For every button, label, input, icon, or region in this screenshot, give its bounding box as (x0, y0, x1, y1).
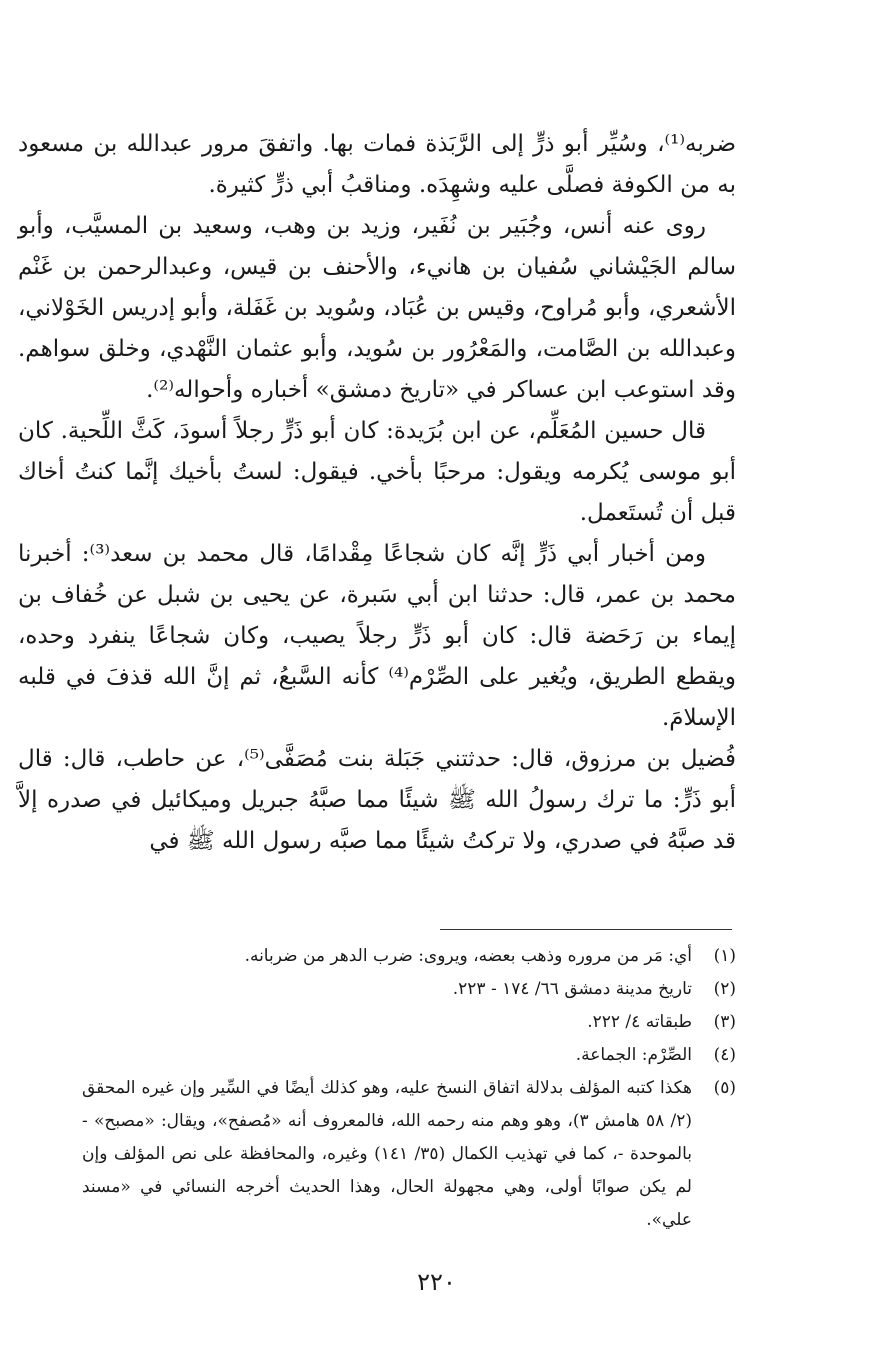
footnote-number: (٤) (713, 1045, 736, 1065)
footnote-text: تاريخ مدينة دمشق ٦٦/ ١٧٤ - ٢٢٣. (452, 979, 692, 999)
footnote-text: الصِّرْم: الجماعة. (575, 1045, 692, 1065)
paragraph-2: روى عنه أنس، وجُبَير بن نُفَير، وزيد بن وهب، وسعيد بن المسيَّب، وأبو سالم الجَيْشاني سُفيان بن هانيء، والأحنف بن قيس، وعبدالرحمن بن غَنْم الأشعري، وأبو مُراوح، وقيس بن عُبَاد، وسُويد بن غَفَلة، وأبو إدريس الخَوْلاني، وعبدالله بن الصَّامت، والمَعْرُور بن سُويد، وأبو عثمان النَّهْدي، وخلق سواهم. وقد استوعب ابن عساكر في «تاريخ دمشق» أخباره وأحواله⁽²⁾. (18, 213, 736, 403)
footnote-number: (٥) (713, 1078, 736, 1098)
footnote-text: أي: مَر من مروره وذهب بعضه، ويروى: ضرب الدهر من ضربانه. (244, 946, 692, 966)
footnote-5 (82, 1072, 736, 1237)
footnote-text: طبقاته ٤/ ٢٢٢. (587, 1012, 692, 1032)
footnote-number: (٣) (713, 1012, 736, 1032)
footnote-number: (٢) (713, 979, 736, 999)
footnote-3 (82, 1006, 736, 1039)
footnote-separator (440, 929, 732, 930)
footnote-4 (82, 1039, 736, 1072)
paragraph-5: فُضيل بن مرزوق، قال: حدثتني جَبَلة بنت مُصَفَّى⁽⁵⁾، عن حاطب، قال: قال أبو ذَرٍّ: ما ترك رسولُ الله ﷺ شيئًا مما صبَّهُ جبريل وميكائيل في صدره إلاَّ قد صبَّهُ في صدري، ولا تركتُ شيئًا مما صبَّه رسول الله ﷺ في (18, 746, 736, 854)
footnotes (82, 940, 736, 1237)
page-number: ٢٢٠ (417, 1268, 456, 1296)
paragraph-4: ومن أخبار أبي ذَرٍّ إنَّه كان شجاعًا مِقْدامًا، قال محمد بن سعد⁽³⁾: أخبرنا محمد بن عمر، قال: حدثنا ابن أبي سَبرة، عن يحيى بن شبل عن خُفاف بن إيماء بن رَحَضة قال: كان أبو ذَرٍّ رجلاً يصيب، وكان شجاعًا ينفرد وحده، ويقطع الطريق، ويُغير على الصِّرْم⁽⁴⁾ كأنه السَّبعُ، ثم إنَّ الله قذفَ في قلبه الإسلامَ. (18, 541, 737, 731)
footnote-text: هكذا كتبه المؤلف بدلالة اتفاق النسخ عليه، وهو كذلك أيضًا في السِّير وإن غيره المحقق (٢/ ٥٨ هامش ٣)، وهو وهم منه رحمه الله، فالمعروف أنه «مُصفح»، ويقال: «مصبح» - بالموحدة -، كما في تهذيب الكمال (٣٥/ ١٤١) وغيره، والمحافظة على نص المؤلف وإن لم يكن صوابًا أولى، وهي مجهولة الحال، وهذا الحديث أخرجه النسائي في «مسند علي». (82, 1078, 693, 1230)
main-text (18, 124, 736, 862)
footnote-2 (82, 973, 736, 1006)
paragraph-1: ضربه⁽¹⁾، وسُيِّر أبو ذرٍّ إلى الرَّبَذة فمات بها. واتفقَ مرور عبدالله بن مسعود به من الكوفة فصلَّى عليه وشهِدَه. ومناقبُ أبي ذرٍّ كثيرة. (18, 131, 736, 198)
footnote-1 (82, 940, 736, 973)
footnote-number: (١) (713, 946, 736, 966)
paragraph-3: قال حسين المُعَلِّم، عن ابن بُرَيدة: كان أبو ذَرٍّ رجلاً أسودَ، كَثَّ اللِّحية. كان أبو موسى يُكرمه ويقول: مرحبًا بأخي. فيقول: لستُ بأخيك إنَّما كنتُ أخاك قبل أن تُستَعمل. (18, 418, 736, 526)
